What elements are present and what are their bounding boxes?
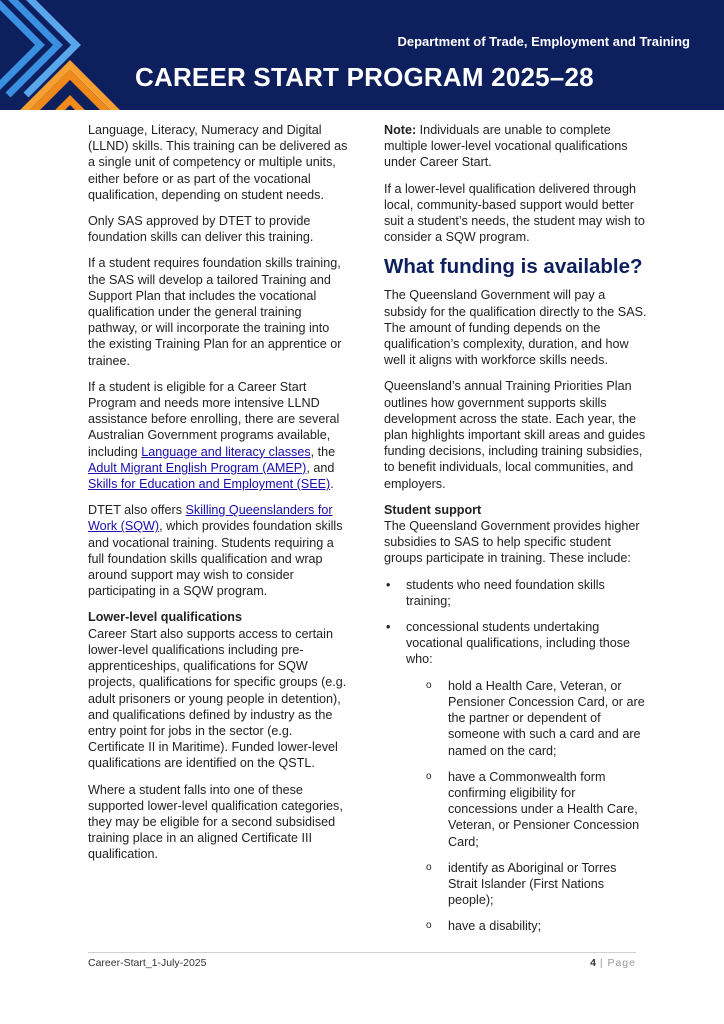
- list-item: • concessional students undertaking vocational qualifications, including those who: o hold a Health Care, Veteran, or Pensioner Concession Card, or are the partner or dependent of someone with such a card and are named on the card; o have a Commonwealth form confirming eligibility for concessions under a Health Care, Veteran, or Pensioner Concession Card; o identify as Aboriginal or Torres Strait Islander (First Nations people); o have a disability;: [384, 619, 648, 934]
- support-list: [384, 577, 648, 935]
- right-column: [384, 122, 648, 945]
- sub-list-item: o hold a Health Care, Veteran, or Pensioner Concession Card, or are the partner or dependent of someone with such a card and are named on the card;: [406, 678, 648, 759]
- chevron-logo-graphic: [0, 0, 125, 110]
- paragraph-australian-programs: If a student is eligible for a Career Start Program and needs more intensive LLND assistance before enrolling, there are several Australian Government programs available, including Language and literacy classes, the Adult Migrant English Program (AMEP), and Skills for Education and Employment (SEE).: [88, 379, 340, 492]
- paragraph: Career Start also supports access to certain lower-level qualifications including pre-apprenticeships, qualifications for SQW projects, qualifications for specific groups (e.g. adult prisoners or young people in detention), and qualifications defined by industry as the entry point for jobs in the sector (e.g. Certificate II in Maritime). Funded lower-level qualifications are identified on the QSTL.: [88, 626, 347, 771]
- note-label: Note:: [384, 123, 417, 137]
- paragraph-sqw: DTET also offers Skilling Queenslanders for Work (SQW), which provides foundation skills and vocational training. Students requiring a full foundation skills qualification and wrap around support may wish to consider participating in a SQW program.: [88, 503, 343, 599]
- paragraph: If a student requires foundation skills training, the SAS will develop a tailored Training and Support Plan that includes the vocational qualification under the general training pathway, or will incorporate the training into the existing Training Plan for an apprentice or trainee.: [88, 256, 342, 368]
- paragraph: Language, Literacy, Numeracy and Digital (LLND) skills. This training can be delivered as a single unit of competency or multiple units, either before or as part of the vocational qualification, depending on student needs.: [88, 123, 348, 202]
- page-header: [0, 0, 724, 110]
- link-see[interactable]: Skills for Education and Employment (SEE): [88, 477, 331, 492]
- footer-page-number: 4 | Page: [590, 957, 636, 969]
- concession-sublist: [406, 678, 648, 935]
- footer-doc-id: Career-Start_1-July-2025: [88, 957, 207, 969]
- link-sqw[interactable]: Skilling Queenslanders for Work (SQW): [88, 503, 333, 534]
- paragraph: Queensland’s annual Training Priorities Plan outlines how government supports skills development across the state. Each year, the plan highlights important skill areas and guides funding decisions, including training subsidies, to benefit individuals, local communities, and employers.: [384, 379, 646, 491]
- list-item: • students who need foundation skills training;: [384, 577, 648, 609]
- paragraph: Where a student falls into one of these supported lower-level qualification categories, they may be eligible for a second subsidised training place in an aligned Certificate III qualification.: [88, 782, 343, 862]
- paragraph: If a lower-level qualification delivered through local, community-based support would better suit a student’s needs, the student may wish to consider a SQW program.: [384, 181, 645, 245]
- note-paragraph: Note: Individuals are unable to complete multiple lower-level vocational qualifications under Career Start.: [384, 123, 628, 170]
- heading-lower-level-qualifications: Lower-level qualifications: [88, 610, 242, 625]
- left-column: [88, 122, 350, 873]
- paragraph: The Queensland Government will pay a subsidy for the qualification directly to the SAS. The amount of funding depends on the qualification’s complexity, duration, and how well it aligns with workforce skills needs.: [384, 288, 647, 368]
- heading-student-support: Student support: [384, 502, 482, 517]
- page-title: CAREER START PROGRAM 2025–28: [135, 62, 594, 92]
- department-name: Department of Trade, Employment and Training: [397, 34, 690, 49]
- sub-list-item: o have a disability;: [406, 918, 648, 934]
- link-amep[interactable]: Adult Migrant English Program (AMEP): [88, 460, 307, 475]
- footer-divider: [88, 952, 636, 953]
- paragraph: Only SAS approved by DTET to provide foundation skills can deliver this training.: [88, 214, 314, 245]
- sub-list-item: o identify as Aboriginal or Torres Strait Islander (First Nations people);: [406, 860, 648, 909]
- paragraph: The Queensland Government provides higher subsidies to SAS to help specific student groups participate in training. These include:: [384, 519, 640, 566]
- heading-funding: What funding is available?: [384, 255, 643, 279]
- sub-list-item: o have a Commonwealth form confirming eligibility for concessions under a Health Care, Veteran, or Pensioner Concession Card;: [406, 769, 648, 850]
- link-language-literacy-classes[interactable]: Language and literacy classes: [141, 444, 311, 459]
